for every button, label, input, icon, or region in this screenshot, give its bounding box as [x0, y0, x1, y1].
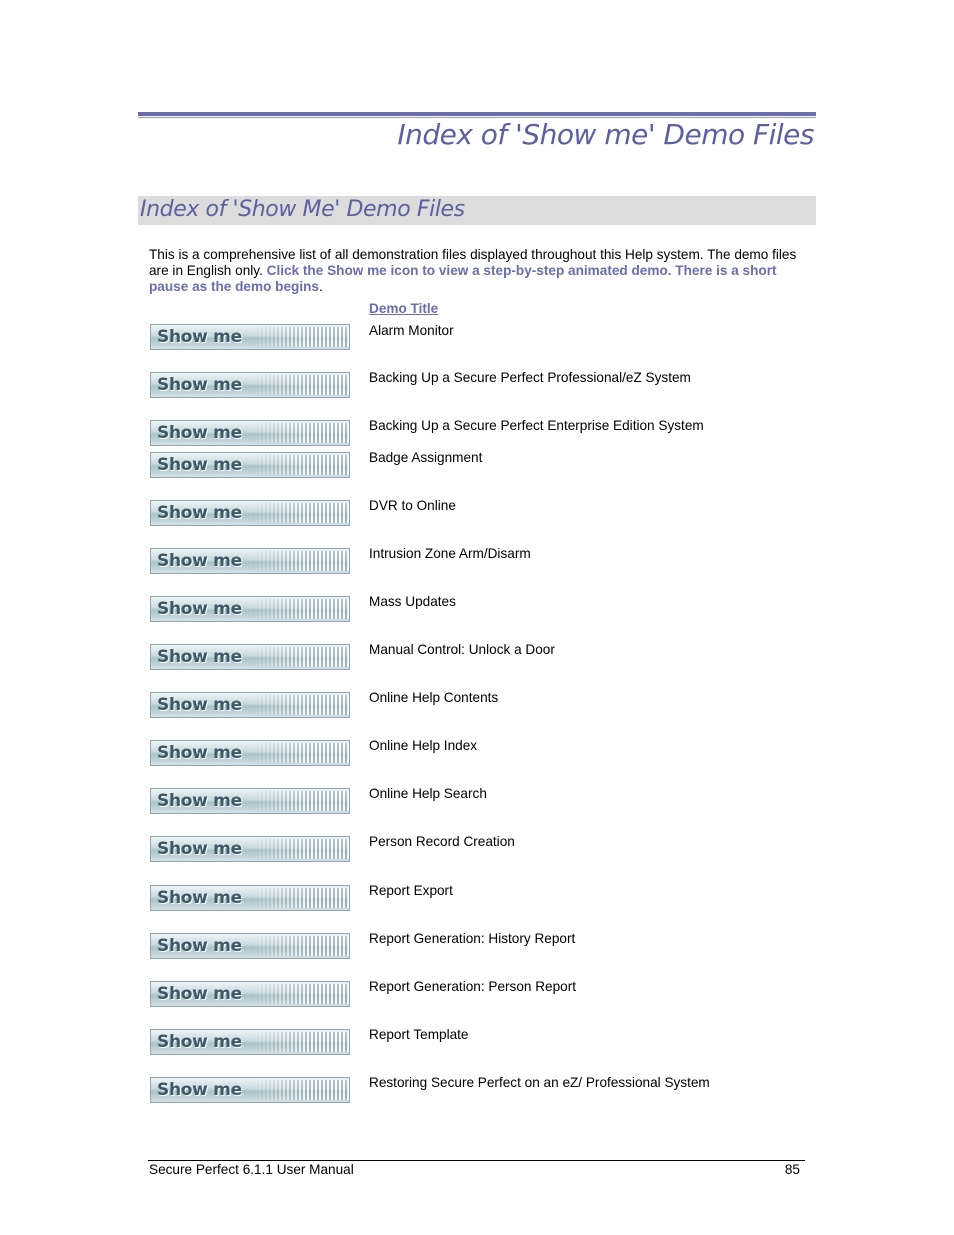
show-me-button[interactable]	[150, 500, 350, 526]
button-stripes-decoration	[251, 984, 349, 1004]
button-stripes-decoration	[251, 647, 349, 667]
demo-row	[150, 1029, 790, 1055]
demo-row	[150, 933, 790, 959]
show-me-button-label: Show me	[157, 743, 242, 763]
show-me-button-label: Show me	[157, 423, 242, 443]
demo-title: Person Record Creation	[369, 834, 515, 849]
demo-title: Intrusion Zone Arm/Disarm	[369, 546, 531, 561]
show-me-button-label: Show me	[157, 551, 242, 571]
intro-text: This is a comprehensive list of all demonstration files displayed throughout this Help system. The demo files are in English only.	[149, 247, 797, 278]
demo-title: Report Generation: Person Report	[369, 979, 577, 994]
show-me-button-label: Show me	[157, 1080, 242, 1100]
section-heading-bar	[138, 196, 816, 225]
demo-row	[150, 692, 790, 718]
demo-title: Badge Assignment	[369, 450, 483, 465]
demo-row	[150, 1077, 790, 1103]
button-stripes-decoration	[251, 1080, 349, 1100]
demo-row	[150, 788, 790, 814]
button-stripes-decoration	[251, 888, 349, 908]
button-stripes-decoration	[251, 695, 349, 715]
show-me-button[interactable]	[150, 933, 350, 959]
show-me-button-label: Show me	[157, 327, 242, 347]
header-rule	[138, 112, 816, 116]
demo-row	[150, 981, 790, 1007]
show-me-button-label: Show me	[157, 984, 242, 1004]
show-me-button[interactable]	[150, 452, 350, 478]
show-me-button-label: Show me	[157, 936, 242, 956]
show-me-button[interactable]	[150, 836, 350, 862]
chapter-title: Index of 'Show me' Demo Files	[397, 118, 814, 151]
footer-rule	[148, 1160, 805, 1161]
demo-row	[150, 644, 790, 670]
show-me-button[interactable]	[150, 596, 350, 622]
show-me-button-label: Show me	[157, 455, 242, 475]
show-me-button[interactable]	[150, 1029, 350, 1055]
section-title: Index of 'Show Me' Demo Files	[140, 197, 465, 222]
show-me-button[interactable]	[150, 692, 350, 718]
demo-title: Backing Up a Secure Perfect Enterprise Edition System	[369, 418, 704, 433]
demo-title: Manual Control: Unlock a Door	[369, 642, 555, 657]
demo-title-header-link[interactable]: Demo Title	[369, 301, 439, 316]
demo-row	[150, 836, 790, 862]
button-stripes-decoration	[251, 327, 349, 347]
demo-title: Mass Updates	[369, 594, 456, 609]
show-me-button-label: Show me	[157, 791, 242, 811]
demo-title: Online Help Search	[369, 786, 487, 801]
demo-title: Online Help Index	[369, 738, 478, 753]
show-me-button[interactable]	[150, 885, 350, 911]
demo-row	[150, 372, 790, 398]
show-me-button[interactable]	[150, 981, 350, 1007]
demo-title: DVR to Online	[369, 498, 456, 513]
show-me-button[interactable]	[150, 740, 350, 766]
show-me-button[interactable]	[150, 1077, 350, 1103]
button-stripes-decoration	[251, 1032, 349, 1052]
show-me-button-label: Show me	[157, 647, 242, 667]
demo-title: Alarm Monitor	[369, 323, 454, 338]
demo-row	[150, 740, 790, 766]
show-me-button-label: Show me	[157, 695, 242, 715]
demo-row	[150, 324, 790, 350]
demo-title: Report Generation: History Report	[369, 931, 576, 946]
button-stripes-decoration	[251, 551, 349, 571]
show-me-button[interactable]	[150, 788, 350, 814]
demo-row	[150, 885, 790, 911]
button-stripes-decoration	[251, 503, 349, 523]
demo-row	[150, 548, 790, 574]
demo-title: Report Template	[369, 1027, 469, 1042]
button-stripes-decoration	[251, 839, 349, 859]
intro-paragraph	[149, 247, 799, 295]
show-me-button-label: Show me	[157, 1032, 242, 1052]
show-me-button-label: Show me	[157, 599, 242, 619]
demo-row	[150, 420, 790, 446]
footer-manual-name: Secure Perfect 6.1.1 User Manual	[149, 1162, 354, 1177]
demo-title: Report Export	[369, 883, 453, 898]
button-stripes-decoration	[251, 455, 349, 475]
footer-page-number: 85	[784, 1162, 800, 1177]
demo-title: Online Help Contents	[369, 690, 499, 705]
button-stripes-decoration	[251, 791, 349, 811]
button-stripes-decoration	[251, 936, 349, 956]
button-stripes-decoration	[251, 599, 349, 619]
demo-row	[150, 452, 790, 478]
button-stripes-decoration	[251, 375, 349, 395]
button-stripes-decoration	[251, 423, 349, 443]
show-me-button[interactable]	[150, 548, 350, 574]
show-me-button[interactable]	[150, 644, 350, 670]
button-stripes-decoration	[251, 743, 349, 763]
demo-row	[150, 500, 790, 526]
show-me-button[interactable]	[150, 372, 350, 398]
show-me-button-label: Show me	[157, 375, 242, 395]
demo-title: Restoring Secure Perfect on an eZ/ Professional System	[369, 1075, 710, 1090]
show-me-button-label: Show me	[157, 503, 242, 523]
intro-emphasis: Click the Show me icon to view a step-by-step animated demo. There is a short pause as the demo begins	[149, 263, 777, 294]
demo-row	[150, 596, 790, 622]
show-me-button[interactable]	[150, 324, 350, 350]
demo-title: Backing Up a Secure Perfect Professional/eZ System	[369, 370, 691, 385]
intro-end: .	[318, 279, 323, 294]
show-me-button-label: Show me	[157, 888, 242, 908]
show-me-button-label: Show me	[157, 839, 242, 859]
show-me-button[interactable]	[150, 420, 350, 446]
